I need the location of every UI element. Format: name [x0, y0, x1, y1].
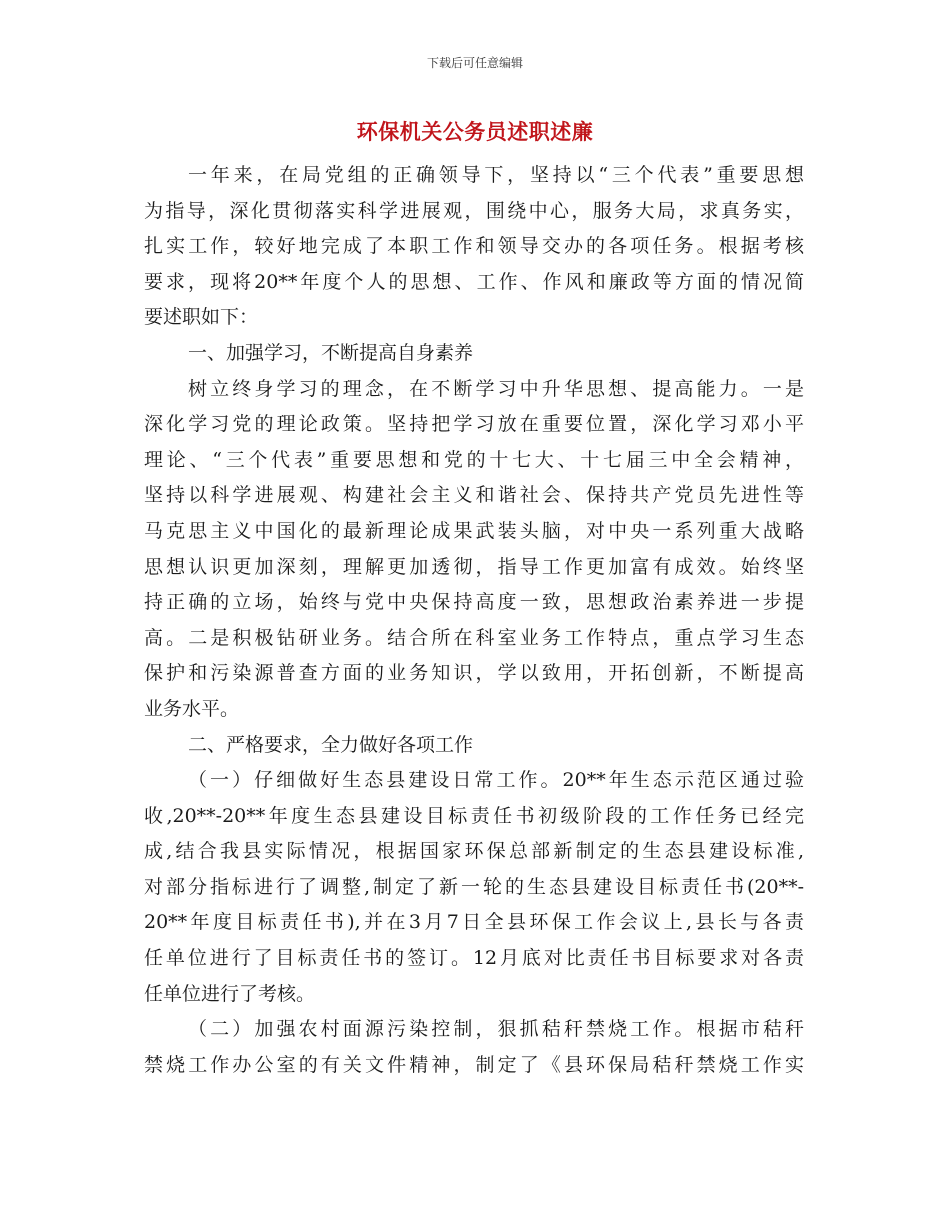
text-line: 思想认识更加深刻，理解更加透彻，指导工作更加富有成效。始终坚	[144, 555, 804, 578]
text-line: 二、严格要求，全力做好各项工作	[188, 733, 474, 756]
text-line: 马克思主义中国化的最新理论成果武装头脑，对中央一系列重大战略	[144, 519, 804, 542]
text-line: 深化学习党的理论政策。坚持把学习放在重要位置，深化学习邓小平	[144, 413, 804, 436]
text-line: 任单位进行了考核。	[144, 982, 316, 1005]
header-note: 下载后可任意编辑	[426, 56, 523, 70]
document-body	[144, 158, 804, 1083]
text-line: 任单位进行了目标责任书的签订。12月底对比责任书目标要求对各责	[144, 947, 804, 970]
text-line: （二）加强农村面源污染控制，狠抓秸秆禁烧工作。根据市秸秆	[188, 1018, 804, 1041]
text-line: 树立终身学习的理念，在不断学习中升华思想、提高能力。一是	[188, 377, 804, 400]
text-line: 理论、“三个代表”重要思想和党的十七大、十七届三中全会精神，	[144, 448, 804, 471]
text-line: 坚持以科学进展观、构建社会主义和谐社会、保持共产党员先进性等	[144, 484, 804, 507]
text-line: 扎实工作，较好地完成了本职工作和领导交办的各项任务。根据考核	[144, 235, 804, 258]
text-line: 一、加强学习，不断提高自身素养	[188, 341, 474, 364]
text-line: 高。二是积极钻研业务。结合所在科室业务工作特点，重点学习生态	[144, 626, 804, 649]
text-line: 禁烧工作办公室的有关文件精神，制定了《县环保局秸秆禁烧工作实	[144, 1053, 804, 1076]
document-title: 环保机关公务员述职述廉	[356, 120, 594, 144]
text-line: 要求，现将20**年度个人的思想、工作、作风和廉政等方面的情况简	[144, 270, 804, 293]
text-line: 对部分指标进行了调整,制定了新一轮的生态县建设目标责任书(20**-	[144, 875, 804, 898]
text-line: 保护和污染源普查方面的业务知识，学以致用，开拓创新，不断提高	[144, 662, 804, 685]
text-line: 业务水平。	[144, 697, 240, 720]
text-line: 一年来，在局党组的正确领导下，坚持以“三个代表”重要思想	[188, 164, 804, 186]
text-line: 20**年度目标责任书),并在3月7日全县环保工作会议上,县长与各责	[144, 911, 804, 934]
text-line: 成,结合我县实际情况，根据国家环保总部新制定的生态县建设标准,	[144, 840, 804, 863]
text-line: 为指导，深化贯彻落实科学进展观，围绕中心，服务大局，求真务实，	[144, 199, 804, 222]
text-line: （一）仔细做好生态县建设日常工作。20**年生态示范区通过验	[188, 769, 804, 792]
text-line: 持正确的立场，始终与党中央保持高度一致，思想政治素养进一步提	[144, 591, 804, 614]
text-line: 收,20**-20**年度生态县建设目标责任书初级阶段的工作任务已经完	[144, 804, 804, 827]
text-line: 要述职如下：	[144, 306, 259, 329]
